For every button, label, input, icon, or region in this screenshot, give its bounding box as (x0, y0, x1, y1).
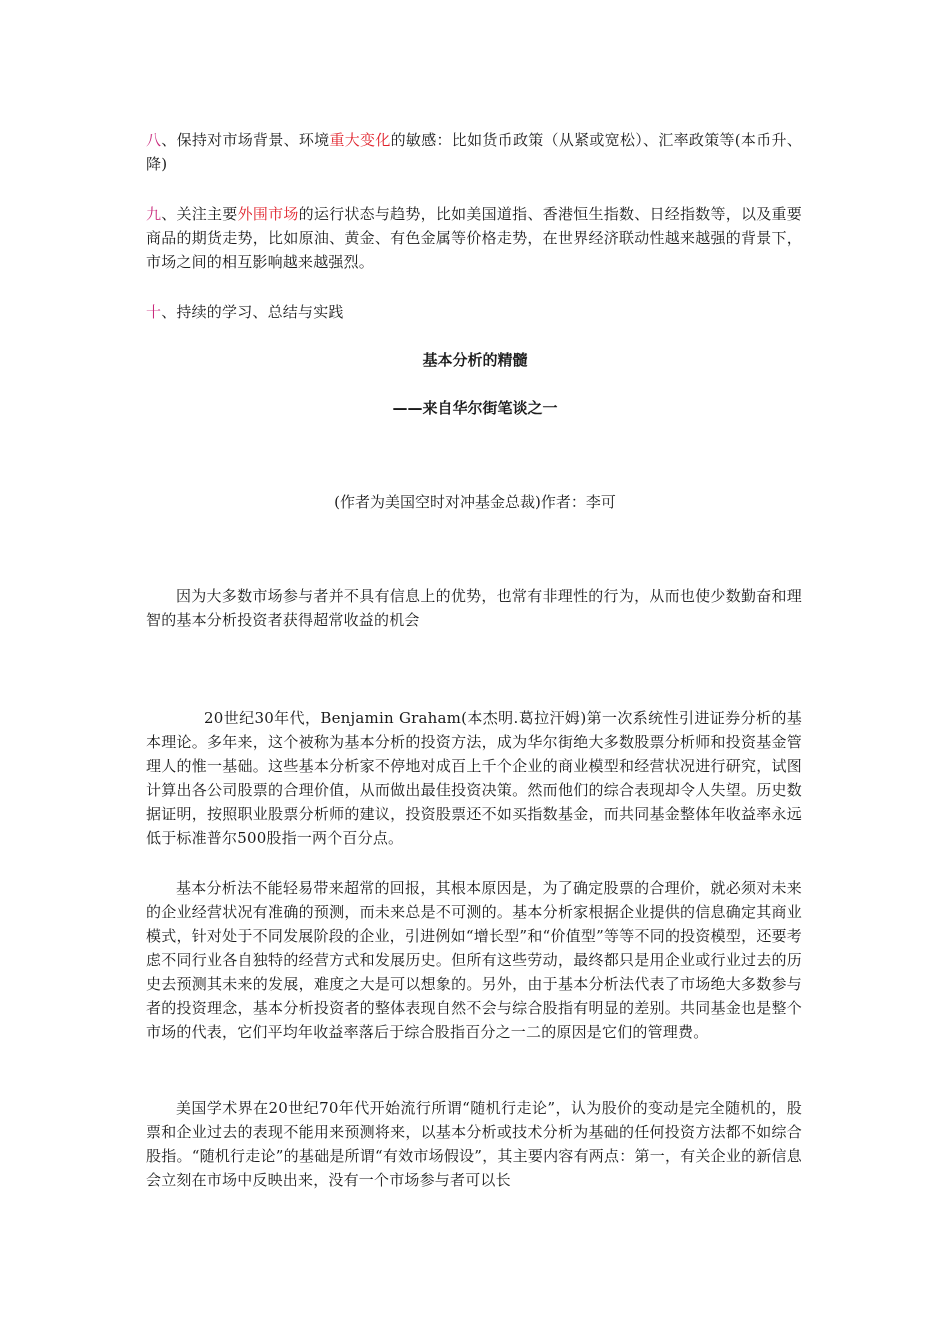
item-text: 、保持对市场背景、环境 (161, 131, 330, 149)
body-paragraph-3: 美国学术界在20世纪70年代开始流行所谓“随机行走论”，认为股价的变动是完全随机的，股票和企业过去的表现不能用来预测将来，以基本分析或技术分析为基础的任何投资方法都不如综合股指。“随机行走论”的基础是所谓“有效市场假设”，其主要内容有两点：第一，有关企业的新信息会立刻在市场中反映出来，没有一个市场参与者可以长 (146, 1099, 802, 1189)
lead-paragraph: 因为大多数市场参与者并不具有信息上的优势，也常有非理性的行为，从而也使少数勤奋和理智的基本分析投资者获得超常收益的机会 (146, 587, 802, 629)
item-number: 八 (146, 131, 162, 149)
item-text: 的运行状态与趋势，比如美国道指、香港恒生指数、日经指数等，以及重要商品的期货走势，比如原油、黄金、有色金属等价格走势，在世界经济联动性越来越强的背景下，市场之间的相互影响越来越强烈。 (146, 205, 802, 271)
highlight-text: 重大变化 (329, 131, 391, 149)
item-eight (146, 128, 802, 176)
article-title: 基本分析的精髓 (422, 351, 528, 369)
item-text: 的敏感：比如货币政策（从紧或宽松）、汇率政策等(本币升、降) (146, 131, 802, 173)
item-ten (146, 300, 802, 324)
item-text: 、关注主要 (161, 205, 238, 223)
highlight-text: 外围市场 (237, 205, 299, 223)
item-nine (146, 202, 802, 274)
item-text: 、持续的学习、总结与实践 (161, 303, 344, 321)
item-number: 十 (146, 303, 162, 321)
article-byline: (作者为美国空时对冲基金总裁)作者：李可 (334, 493, 616, 511)
article-subtitle: ——来自华尔街笔谈之一 (392, 399, 558, 417)
item-number: 九 (146, 205, 162, 223)
body-paragraph-1: 20世纪30年代，Benjamin Graham(本杰明.葛拉汗姆)第一次系统性引进证券分析的基本理论。多年来，这个被称为基本分析的投资方法，成为华尔街绝大多数股票分析师和投资基金管理人的惟一基础。这些基本分析家不停地对成百上千个企业的商业模型和经营状况进行研究，试图计算出各公司股票的合理价值，从而做出最佳投资决策。然而他们的综合表现却令人失望。历史数据证明，按照职业股票分析师的建议，投资股票还不如买指数基金，而共同基金整体年收益率永远低于标准普尔500股指一两个百分点。 (146, 709, 802, 847)
body-paragraph-2: 基本分析法不能轻易带来超常的回报，其根本原因是，为了确定股票的合理价，就必须对未来的企业经营状况有准确的预测，而未来总是不可测的。基本分析家根据企业提供的信息确定其商业模式，针对处于不同发展阶段的企业，引进例如“增长型”和“价值型”等等不同的投资模型，还要考虑不同行业各自独特的经营方式和发展历史。但所有这些劳动，最终都只是用企业或行业过去的历史去预测其未来的发展，难度之大是可以想象的。另外，由于基本分析法代表了市场绝大多数参与者的投资理念，基本分析投资者的整体表现自然不会与综合股指有明显的差别。共同基金也是整个市场的代表，它们平均年收益率落后于综合股指百分之一二的原因是它们的管理费。 (146, 879, 802, 1041)
